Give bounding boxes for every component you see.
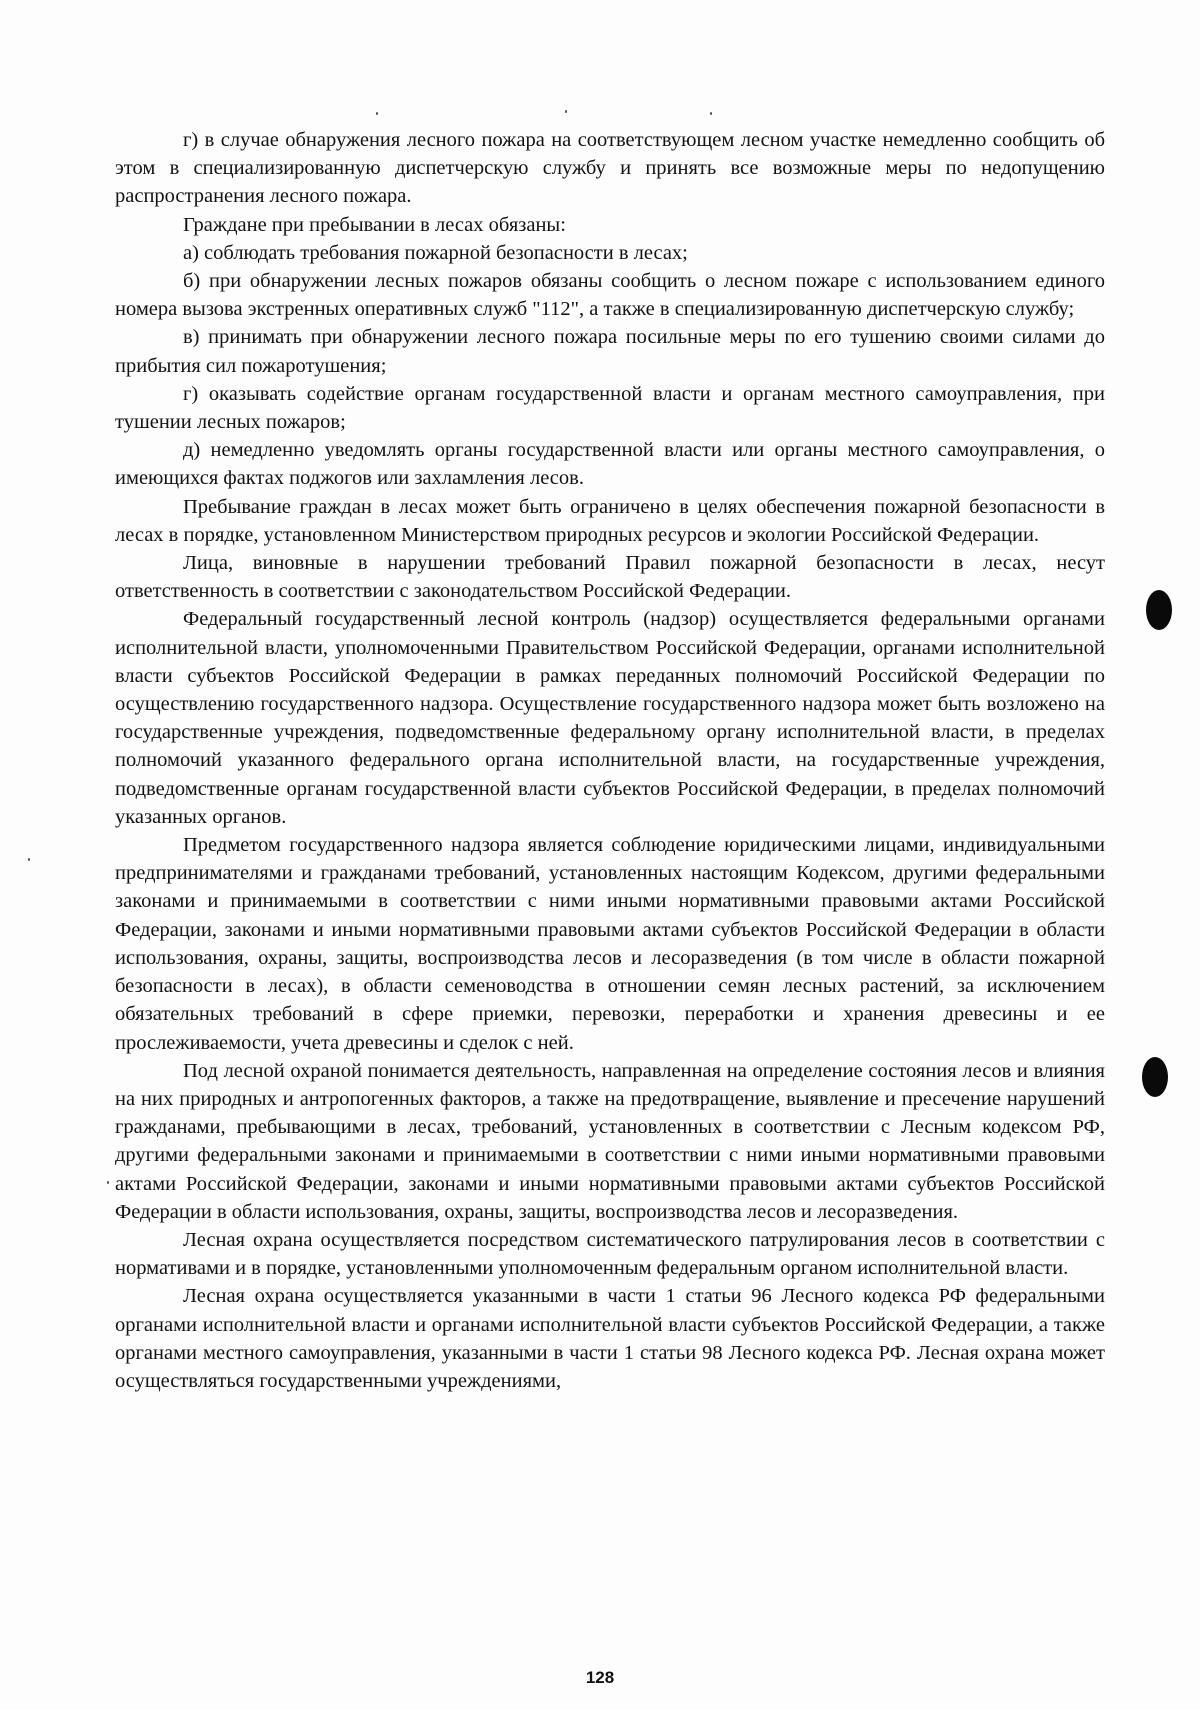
page-number: 128 <box>585 1668 615 1687</box>
paragraph-patrolling: Лесная охрана осуществляется посредством систематического патрулирования лесов в соответствии с нормативами и в порядке, установленными уполномоченным федеральным органом исполнительной власти. <box>115 1228 1105 1280</box>
scan-speck <box>710 112 712 115</box>
paragraph-item-b: б) при обнаружении лесных пожаров обязаны сообщить о лесном пожаре с использованием единого номера вызова экстренных оперативных служб "112", а также в специализированную диспетчерскую службу; <box>115 270 1105 321</box>
paragraph-fire-report: г) в случае обнаружения лесного пожара на соответствующем лесном участке немедленно сообщить об этом в специализированную диспетчерскую службу и принять все возможные меры по недопущению распространения лесного пожара. <box>115 129 1105 208</box>
scan-speck <box>107 1181 109 1184</box>
paragraph-item-g: г) оказывать содействие органам государственной власти и органам местного самоуправления, при тушении лесных пожаров; <box>115 382 1105 434</box>
scan-speck <box>28 858 30 861</box>
punch-hole-mark <box>1142 1057 1168 1097</box>
paragraph-protection-bodies: Лесная охрана осуществляется указанными в части 1 статьи 96 Лесного кодекса РФ федеральными органами исполнительной власти и органами исполнительной власти субъектов Российской Федерации, а также органами местного самоуправления, указанными в части 1 статьи 98 Лесного кодекса РФ. Лесная охрана может осуществляться государственными учреждениями, <box>115 1285 1105 1392</box>
paragraph-item-a: а) соблюдать требования пожарной безопасности в лесах; <box>183 241 688 264</box>
paragraph-federal-control: Федеральный государственный лесной контроль (надзор) осуществляется федеральными органами исполнительной власти, уполномоченными Правительством Российской Федерации, органами исполнительной власти субъектов Российской Федерации в рамках переданных полномочий Российской Федерации по осуществлению государственного надзора. Осуществление государственного надзора может быть возложено на государственные учреждения, подведомственные федеральному органу исполнительной власти, в пределах полномочий указанного федерального органа исполнительной власти, на государственные учреждения, подведомственные органам государственной власти субъектов Российской Федерации, в пределах полномочий указанных органов. <box>115 608 1105 828</box>
punch-hole-mark <box>1146 590 1172 630</box>
scan-speck <box>376 112 378 115</box>
scan-speck <box>565 110 567 113</box>
paragraph-supervision-subject: Предметом государственного надзора является соблюдение юридическими лицами, индивидуальными предпринимателями и гражданами требований, установленных настоящим Кодексом, другими федеральными законами и принимаемыми в соответствии с ними иными нормативными правовыми актами Российской Федерации, законами и иными нормативными правовыми актами субъектов Российской Федерации в области использования, охраны, защиты, воспроизводства лесов и лесоразведения (в том числе в области пожарной безопасности в лесах), в области семеноводства в отношении семян лесных растений, за исключением обязательных требований в сфере приемки, перевозки, переработки и хранения древесины и ее прослеживаемости, учета древесины и сделок с ней. <box>115 834 1105 1054</box>
paragraph-stay-restriction: Пребывание граждан в лесах может быть ограничено в целях обеспечения пожарной безопасности в лесах в порядке, установленном Министерством природных ресурсов и экологии Российской Федерации. <box>115 495 1105 546</box>
paragraph-item-d: д) немедленно уведомлять органы государственной власти или органы местного самоуправления, о имеющихся фактах поджогов или захламления лесов. <box>115 439 1105 490</box>
paragraph-liability: Лица, виновные в нарушении требований Правил пожарной безопасности в лесах, несут ответственность в соответствии с законодательством Российской Федерации. <box>115 552 1105 603</box>
paragraph-item-v: в) принимать при обнаружении лесного пожара посильные меры по его тушению своими силами до прибытия сил пожаротушения; <box>115 326 1105 377</box>
paragraph-citizens-obliged: Граждане при пребывании в лесах обязаны: <box>183 213 566 236</box>
document-body <box>115 126 1105 1395</box>
paragraph-forest-protection-definition: Под лесной охраной понимается деятельность, направленная на определение состояния лесов и влияния на них природных и антропогенных факторов, а также на предотвращение, выявление и пресечение нарушений гражданами, пребывающими в лесах, требований, установленных в соответствии с Лесным кодексом РФ, другими федеральными законами и принимаемыми в соответствии с ними иными нормативными правовыми актами Российской Федерации, законами и иными нормативными правовыми актами субъектов Российской Федерации в области использования, охраны, защиты, воспроизводства лесов и лесоразведения. <box>115 1059 1105 1223</box>
